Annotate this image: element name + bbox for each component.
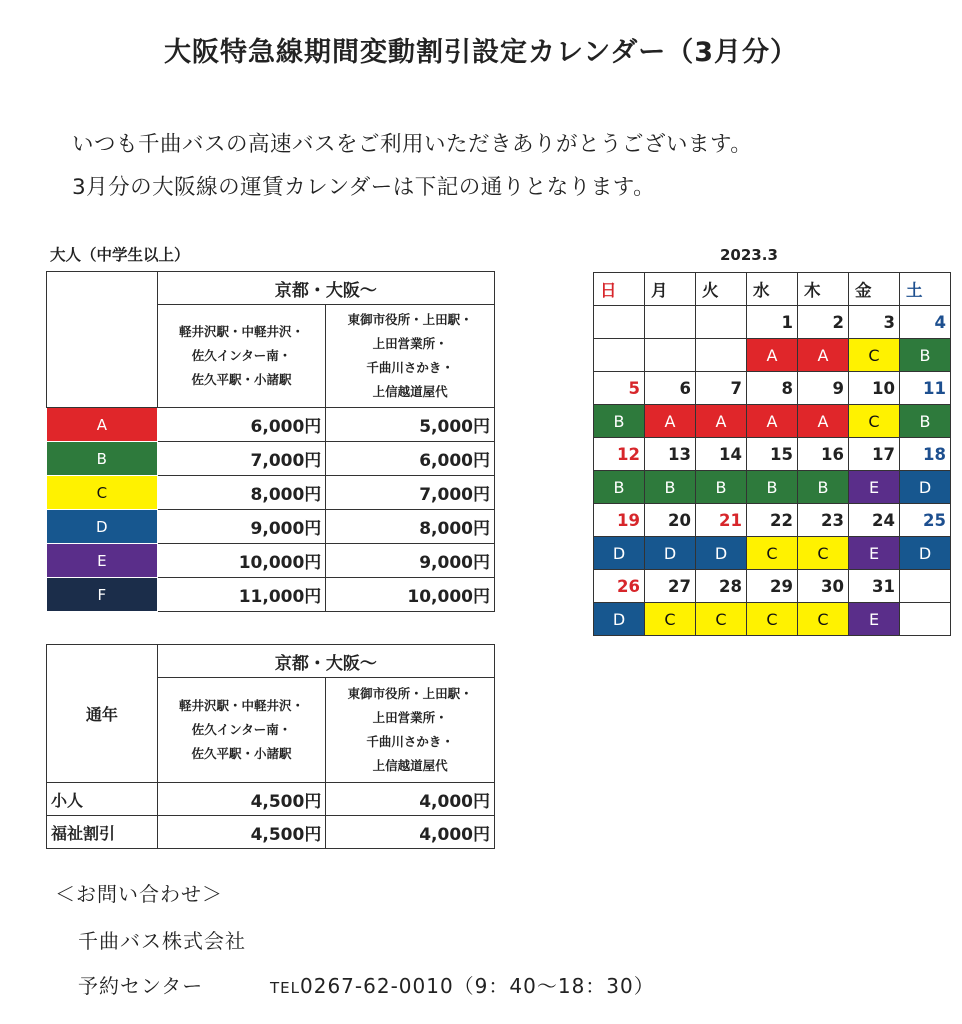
fare-band-label: A	[47, 408, 158, 442]
stop-line: 千曲川さかき・	[366, 360, 454, 375]
weekday-header: 月	[645, 273, 696, 306]
fare-type-label: 福祉割引	[47, 816, 158, 849]
fare-price-1: 4,500円	[157, 816, 326, 849]
calendar-date: 15	[747, 438, 798, 471]
calendar-date: 16	[798, 438, 849, 471]
stops-group-1	[157, 305, 326, 408]
fare-price-2: 5,000円	[326, 408, 495, 442]
calendar-date: 18	[900, 438, 951, 471]
calendar-fare-row	[594, 471, 951, 504]
reservation-center: 予約センター	[78, 974, 204, 998]
calendar-date: 1	[747, 306, 798, 339]
calendar-date-row	[594, 372, 951, 405]
calendar-fare-code	[900, 603, 951, 636]
tel-prefix: TEL	[270, 979, 300, 997]
calendar-fare-code: B	[798, 471, 849, 504]
calendar-fare-code: B	[900, 339, 951, 372]
calendar-fare-row	[594, 537, 951, 570]
fare-price-2: 7,000円	[326, 476, 495, 510]
calendar-fare-code: D	[900, 471, 951, 504]
stop-line: 佐久平駅・小諸駅	[191, 372, 292, 387]
fare-row	[47, 408, 495, 442]
stop-line: 上信越道屋代	[372, 758, 448, 773]
fare-price-2: 4,000円	[326, 783, 495, 816]
fare-price-1: 10,000円	[157, 544, 326, 578]
fare-price-1: 6,000円	[157, 408, 326, 442]
calendar-date-row	[594, 438, 951, 471]
calendar-date: 19	[594, 504, 645, 537]
calendar-fare-code: A	[696, 405, 747, 438]
calendar-date: 25	[900, 504, 951, 537]
calendar-fare-code: C	[747, 603, 798, 636]
weekday-header: 水	[747, 273, 798, 306]
calendar-fare-code	[696, 339, 747, 372]
calendar-fare-code: E	[849, 537, 900, 570]
calendar-fare-code	[645, 339, 696, 372]
fare-band-label: C	[47, 476, 158, 510]
calendar-weekday-row	[594, 273, 951, 306]
tel-number: 0267-62-0010（9：40〜18：30）	[300, 974, 655, 998]
fare-price-1: 8,000円	[157, 476, 326, 510]
calendar-fare-code: C	[849, 405, 900, 438]
calendar-date: 4	[900, 306, 951, 339]
calendar-fare-code: C	[747, 537, 798, 570]
adult-fare-table	[46, 271, 495, 612]
calendar-date: 8	[747, 372, 798, 405]
calendar-fare-code: A	[645, 405, 696, 438]
calendar-date: 21	[696, 504, 747, 537]
stop-line: 軽井沢駅・中軽井沢・	[179, 698, 305, 713]
fare-row	[47, 816, 495, 849]
stop-line: 上田営業所・	[372, 710, 448, 725]
weekday-header: 土	[900, 273, 951, 306]
calendar-date-row	[594, 306, 951, 339]
calendar-date	[645, 306, 696, 339]
calendar-fare-code: A	[747, 339, 798, 372]
calendar-date: 31	[849, 570, 900, 603]
adult-section-label: 大人（中学生以上）	[50, 246, 190, 264]
calendar-date: 20	[645, 504, 696, 537]
calendar-fare-code: C	[696, 603, 747, 636]
stop-line: 上信越道屋代	[372, 384, 448, 399]
calendar-fare-code	[594, 339, 645, 372]
calendar-date: 10	[849, 372, 900, 405]
calendar-fare-code: C	[798, 603, 849, 636]
calendar-date: 11	[900, 372, 951, 405]
calendar-fare-code: E	[849, 471, 900, 504]
fare-type-label: 小人	[47, 783, 158, 816]
calendar-date: 23	[798, 504, 849, 537]
calendar-date: 17	[849, 438, 900, 471]
yearly-label: 通年	[47, 645, 158, 783]
calendar-month-label: 2023.3	[720, 246, 778, 264]
stop-line: 東御市役所・上田駅・	[347, 686, 473, 701]
calendar-date: 28	[696, 570, 747, 603]
fare-band-label: E	[47, 544, 158, 578]
calendar-fare-code: D	[696, 537, 747, 570]
stops-group-2	[326, 305, 495, 408]
calendar-date: 30	[798, 570, 849, 603]
yearly-fare-table	[46, 644, 495, 849]
calendar-fare-code: D	[645, 537, 696, 570]
calendar-date: 13	[645, 438, 696, 471]
calendar-fare-code: A	[747, 405, 798, 438]
intro-line-2: 3月分の大阪線の運賃カレンダーは下記の通りとなります。	[72, 175, 656, 200]
calendar-fare-code: B	[696, 471, 747, 504]
calendar-date	[900, 570, 951, 603]
calendar-fare-code: B	[594, 471, 645, 504]
calendar-fare-code: B	[645, 471, 696, 504]
calendar-fare-code: A	[798, 339, 849, 372]
phone-number	[270, 970, 655, 999]
weekday-header: 金	[849, 273, 900, 306]
route-header: 京都・大阪〜	[157, 272, 494, 305]
fare-row	[47, 783, 495, 816]
fare-price-2: 8,000円	[326, 510, 495, 544]
calendar-date-row	[594, 570, 951, 603]
stop-line: 佐久平駅・小諸駅	[191, 746, 292, 761]
calendar-date: 14	[696, 438, 747, 471]
fare-price-2: 9,000円	[326, 544, 495, 578]
fare-price-1: 7,000円	[157, 442, 326, 476]
fare-band-label: B	[47, 442, 158, 476]
calendar-fare-code: C	[798, 537, 849, 570]
calendar-date: 29	[747, 570, 798, 603]
calendar-date: 9	[798, 372, 849, 405]
fare-price-1: 9,000円	[157, 510, 326, 544]
calendar-date: 6	[645, 372, 696, 405]
calendar-date: 7	[696, 372, 747, 405]
calendar-fare-code: E	[849, 603, 900, 636]
fare-price-2: 10,000円	[326, 578, 495, 612]
fare-price-2: 6,000円	[326, 442, 495, 476]
stop-line: 佐久インター南・	[191, 348, 292, 363]
weekday-header: 火	[696, 273, 747, 306]
calendar-date: 5	[594, 372, 645, 405]
calendar-fare-code: D	[594, 537, 645, 570]
table-corner	[47, 272, 158, 408]
calendar-fare-code: B	[747, 471, 798, 504]
calendar-fare-code: B	[594, 405, 645, 438]
stop-line: 軽井沢駅・中軽井沢・	[178, 324, 304, 339]
calendar-date: 24	[849, 504, 900, 537]
calendar-fare-row	[594, 405, 951, 438]
fare-row	[47, 510, 495, 544]
stops-group-2	[326, 678, 495, 783]
calendar-fare-code: D	[594, 603, 645, 636]
fare-row	[47, 544, 495, 578]
weekday-header: 木	[798, 273, 849, 306]
fare-calendar	[593, 272, 951, 636]
stop-line: 東御市役所・上田駅・	[347, 312, 473, 327]
route-header: 京都・大阪〜	[157, 645, 494, 678]
calendar-fare-code: C	[645, 603, 696, 636]
calendar-date	[696, 306, 747, 339]
fare-price-1: 4,500円	[157, 783, 326, 816]
stop-line: 上田営業所・	[372, 336, 448, 351]
calendar-fare-code: B	[900, 405, 951, 438]
calendar-date	[594, 306, 645, 339]
fare-band-label: F	[47, 578, 158, 612]
calendar-date: 12	[594, 438, 645, 471]
fare-band-label: D	[47, 510, 158, 544]
stop-line: 佐久インター南・	[191, 722, 292, 737]
calendar-date-row	[594, 504, 951, 537]
calendar-date: 2	[798, 306, 849, 339]
calendar-date: 3	[849, 306, 900, 339]
fare-price-2: 4,000円	[326, 816, 495, 849]
weekday-header: 日	[594, 273, 645, 306]
calendar-fare-code: A	[798, 405, 849, 438]
intro-line-1: いつも千曲バスの高速バスをご利用いただきありがとうございます。	[72, 132, 753, 157]
page-title: 大阪特急線期間変動割引設定カレンダー（3月分）	[163, 37, 799, 68]
contact-heading: ＜お問い合わせ＞	[55, 882, 223, 906]
stop-line: 千曲川さかき・	[366, 734, 454, 749]
stops-group-1	[157, 678, 326, 783]
calendar-fare-row	[594, 603, 951, 636]
fare-row	[47, 476, 495, 510]
fare-price-1: 11,000円	[157, 578, 326, 612]
calendar-date: 26	[594, 570, 645, 603]
calendar-date: 27	[645, 570, 696, 603]
calendar-fare-row	[594, 339, 951, 372]
calendar-fare-code: C	[849, 339, 900, 372]
company-name: 千曲バス株式会社	[78, 929, 246, 953]
calendar-fare-code: D	[900, 537, 951, 570]
fare-row	[47, 578, 495, 612]
calendar-date: 22	[747, 504, 798, 537]
fare-row	[47, 442, 495, 476]
